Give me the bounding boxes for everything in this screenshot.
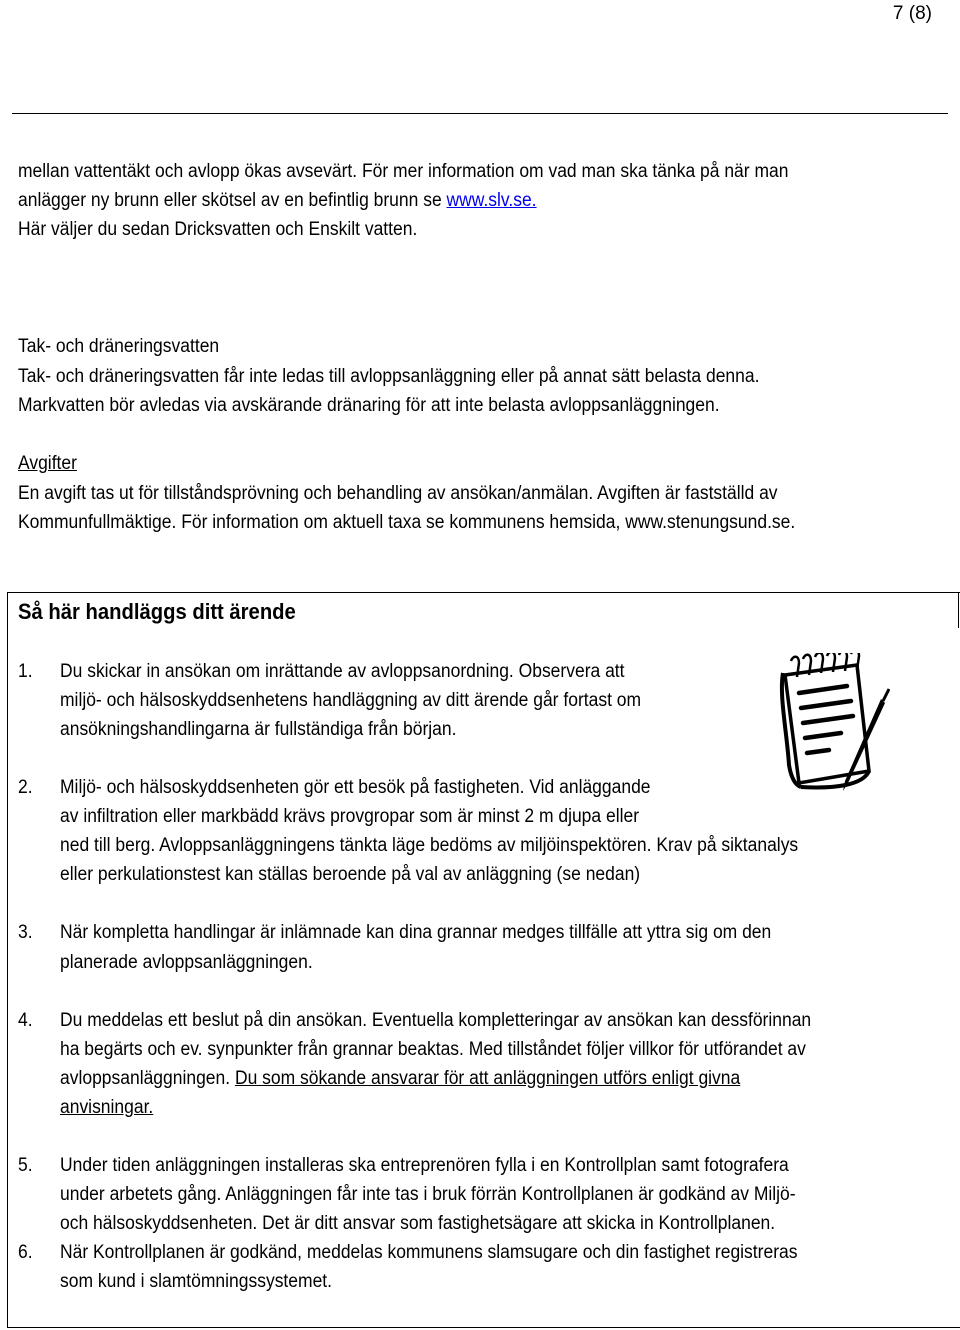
item-6-line-2: som kund i slamtömningssystemet. <box>60 1271 333 1292</box>
item-5-line-1: Under tiden anläggningen installeras ska entreprenören fylla i en Kontrollplan samt fotografera <box>60 1155 789 1176</box>
item-3-number: 3. <box>18 922 33 943</box>
item-3-line-1: När kompletta handlingar är inlämnade kan dina grannar medges tillfälle att yttra sig om den <box>60 922 772 943</box>
intro-line-1: mellan vattentäkt och avlopp ökas avsevärt. För mer information om vad man ska tänka på när man <box>18 161 789 182</box>
item-1-line-2: miljö- och hälsoskyddsenhetens handläggning av ditt ärende går fortast om <box>60 690 642 711</box>
item-4-line-4: anvisningar. <box>60 1097 154 1118</box>
item-5-number: 5. <box>18 1155 33 1176</box>
avgifter-title: Avgifter <box>18 453 77 474</box>
intro-line-2 <box>18 186 537 215</box>
notepad-pen-icon <box>765 653 890 805</box>
intro-line-2-text: anlägger ny brunn eller skötsel av en befintlig brunn se <box>18 190 447 211</box>
item-1-line-3: ansökningshandlingarna är fullständiga från början. <box>60 719 457 740</box>
item-4-underlined-text: Du som sökande ansvarar för att anläggningen utförs enligt givna <box>234 1068 741 1089</box>
item-1-number: 1. <box>18 661 33 682</box>
item-2-line-3: ned till berg. Avloppsanläggningens tänkta läge bedöms av miljöinspektören. Krav på siktanalys <box>60 835 799 856</box>
process-heading: Så här handläggs ditt ärende <box>18 599 296 624</box>
header-rule <box>12 113 948 114</box>
tak-line-1: Tak- och dräneringsvatten får inte ledas till avloppsanläggning eller på annat sätt belasta denna. <box>18 366 760 387</box>
intro-line-3: Här väljer du sedan Dricksvatten och Enskilt vatten. <box>18 219 418 240</box>
process-box-right-edge <box>958 592 959 628</box>
item-4-line-2: ha begärts och ev. synpunkter från grannar beaktas. Med tillståndet följer villkor för utförandet av <box>60 1039 806 1060</box>
item-5-line-2: under arbetets gång. Anläggningen får inte tas i bruk förrän Kontrollplanen är godkänd av Miljö- <box>60 1184 796 1205</box>
item-2-line-4: eller perkulationstest kan ställas beroende på val av anläggning (se nedan) <box>60 864 641 885</box>
avgifter-line-1: En avgift tas ut för tillståndsprövning och behandling av ansökan/anmälan. Avgiften är fastställd av <box>18 483 778 504</box>
item-4-line-1: Du meddelas ett beslut på din ansökan. Eventuella kompletteringar av ansökan kan dessförinnan <box>60 1010 812 1031</box>
item-5-line-3: och hälsoskyddsenheten. Det är ditt ansvar som fastighetsägare att skicka in Kontrollplanen. <box>60 1213 776 1234</box>
page-number: 7 (8) <box>892 3 932 24</box>
item-3-line-2: planerade avloppsanläggningen. <box>60 952 313 973</box>
item-6-line-1: När Kontrollplanen är godkänd, meddelas kommunens slamsugare och din fastighet registreras <box>60 1242 798 1263</box>
item-2-line-2: av infiltration eller markbädd krävs provgropar som är minst 2 m djupa eller <box>60 806 640 827</box>
item-6-number: 6. <box>18 1242 33 1263</box>
item-4-line-3-text: avloppsanläggningen. <box>60 1068 235 1089</box>
tak-title: Tak- och dräneringsvatten <box>18 336 220 357</box>
slv-link[interactable]: www.slv.se. <box>446 190 537 211</box>
item-4-number: 4. <box>18 1010 33 1031</box>
item-2-number: 2. <box>18 777 33 798</box>
item-2-line-1: Miljö- och hälsoskyddsenheten gör ett besök på fastigheten. Vid anläggande <box>60 777 651 798</box>
item-4-line-3 <box>60 1064 740 1093</box>
avgifter-line-2: Kommunfullmäktige. För information om aktuell taxa se kommunens hemsida, www.stenungsund.se. <box>18 512 796 533</box>
item-1-line-1: Du skickar in ansökan om inrättande av avloppsanordning. Observera att <box>60 661 625 682</box>
tak-line-2: Markvatten bör avledas via avskärande dränaring för att inte belasta avloppsanläggningen. <box>18 395 720 416</box>
